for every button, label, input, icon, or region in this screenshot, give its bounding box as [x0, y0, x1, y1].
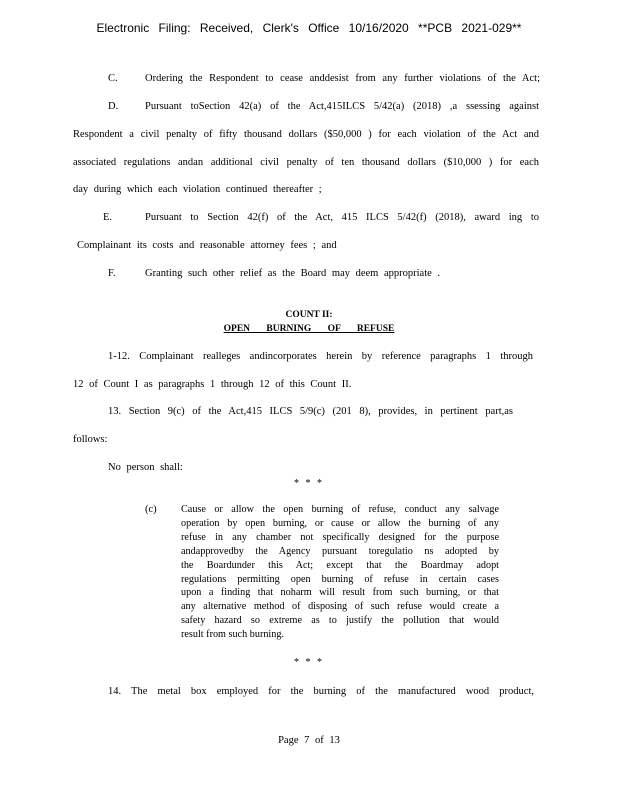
quote-line: any alternative method of disposing of such refuse would create a [181, 601, 499, 613]
item-c-label: C. [108, 73, 118, 84]
quote-line: refuse in any chamber not specifically designed for the purpose [181, 531, 499, 543]
ellipsis-stars-top: * * * [294, 478, 324, 489]
item-d-label: D. [108, 101, 119, 112]
item-c-text: Ordering the Respondent to cease anddesist from any further violations of the Act; [145, 73, 540, 84]
quote-line: regulations permitting open burning of refuse in certain cases [181, 573, 499, 585]
item-d-line-2: Respondent a civil penalty of fifty thousand dollars ($50,000 ) for each violation of the Act and [73, 129, 539, 140]
item-d-line-1: Pursuant toSection 42(a) of the Act,415ILCS 5/42(a) (2018) ,a ssessing against [145, 101, 539, 112]
statute-quote [181, 503, 499, 642]
para-13-line-2: follows: [73, 434, 108, 445]
quote-line: the Boardunder this Act; except that the Boardmay adopt [181, 559, 499, 571]
quote-line: result from such burning. [181, 629, 284, 641]
item-e-line-1: Pursuant to Section 42(f) of the Act, 415 ILCS 5/42(f) (2018), award ing to [145, 212, 539, 223]
quote-line: Cause or allow the open burning of refuse, conduct any salvage [181, 504, 499, 515]
count-subheading-text: OPEN BURNING OF REFUSE [223, 324, 395, 334]
item-f-label: F. [108, 268, 116, 279]
page-number: Page 7 of 13 [278, 735, 340, 746]
ellipsis-stars-bottom: * * * [294, 657, 324, 668]
para-1-12-line-2: 12 of Count I as paragraphs 1 through 12 of this Count II. [73, 379, 352, 390]
quote-line: safety hazard so extreme as to justify the pollution that would [181, 615, 499, 627]
no-person-shall: No person shall: [108, 462, 183, 473]
filing-header: Electronic Filing: Received, Clerk's Office 10/16/2020 **PCB 2021-029** [96, 21, 522, 35]
count-subheading [0, 324, 618, 334]
quote-line: upon a finding that noharm will result from such burning, or that [181, 587, 499, 599]
quote-line: andapprovedby the Agency pursuant toregulatio ns adopted by [181, 545, 499, 557]
item-d-line-3: associated regulations andan additional civil penalty of ten thousand dollars ($10,000 ) for each [73, 157, 539, 168]
para-14: 14. The metal box employed for the burning of the manufactured wood product, [108, 686, 534, 697]
para-1-12-line-1: 1-12. Complainant realleges andincorporates herein by reference paragraphs 1 through [108, 351, 533, 362]
count-heading: COUNT II: [285, 310, 333, 320]
item-e-label: E. [103, 212, 113, 223]
item-f-text: Granting such other relief as the Board may deem appropriate . [145, 268, 441, 279]
item-e-line-2: Complainant its costs and reasonable attorney fees ; and [77, 240, 337, 251]
item-d-line-4: day during which each violation continued thereafter ; [73, 184, 322, 195]
quote-line: operation by open burning, or cause or allow the burning of any [181, 517, 499, 529]
quote-label: (c) [145, 504, 157, 515]
para-13-line-1: 13. Section 9(c) of the Act,415 ILCS 5/9(c) (201 8), provides, in pertinent part,as [108, 406, 513, 417]
